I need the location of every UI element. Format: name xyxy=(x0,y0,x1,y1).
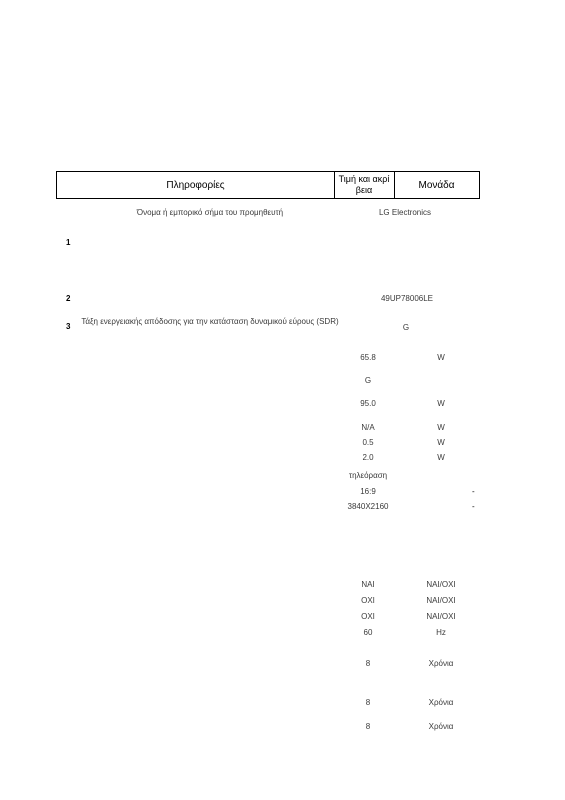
years-1-value: 8 xyxy=(365,659,371,668)
standby-value: 0.5 xyxy=(362,438,374,447)
power-sdr-unit: W xyxy=(437,353,445,362)
supplier-value: LG Electronics xyxy=(378,208,432,217)
row-number-3: 3 xyxy=(66,322,71,331)
header-value: Τιμή και ακρί βεια xyxy=(334,172,395,198)
years-3-value: 8 xyxy=(365,722,371,731)
years-3-unit: Χρόνια xyxy=(428,722,454,731)
resolution-dash: - xyxy=(472,502,475,511)
supplier-label: Όνομα ή εμπορικό σήμα του προμηθευτή xyxy=(136,208,284,217)
off-mode-value: N/A xyxy=(361,423,375,432)
years-2-unit: Χρόνια xyxy=(428,698,454,707)
off-mode-unit: W xyxy=(437,423,445,432)
resolution-value: 3840X2160 xyxy=(347,502,389,511)
feature-2-value: ΟΧΙ xyxy=(361,596,375,605)
energy-class-value: G xyxy=(402,323,410,332)
table-header xyxy=(56,171,480,199)
years-1-unit: Χρόνια xyxy=(428,659,454,668)
feature-1-value: ΝΑΙ xyxy=(361,580,375,589)
feature-2-unit: ΝΑΙ/ΟΧΙ xyxy=(426,596,456,605)
standby-unit: W xyxy=(437,438,445,447)
refresh-rate-value: 60 xyxy=(363,628,373,637)
power-hdr-value: 95.0 xyxy=(360,399,376,408)
feature-1-unit: ΝΑΙ/ΟΧΙ xyxy=(426,580,456,589)
network-standby-value: 2.0 xyxy=(362,453,374,462)
power-sdr-value: 65.8 xyxy=(360,353,376,362)
energy-class-label: Τάξη ενεργειακής απόδοσης για την κατάσταση δυναμικού εύρους (SDR) xyxy=(81,317,339,326)
refresh-rate-unit: Hz xyxy=(436,628,446,637)
network-standby-unit: W xyxy=(437,453,445,462)
years-2-value: 8 xyxy=(365,698,371,707)
feature-3-unit: ΝΑΙ/ΟΧΙ xyxy=(426,612,456,621)
energy-class-hdr-value: G xyxy=(364,376,372,385)
feature-3-value: ΟΧΙ xyxy=(361,612,375,621)
power-hdr-unit: W xyxy=(437,399,445,408)
aspect-ratio-value: 16:9 xyxy=(360,487,376,496)
header-info: Πληροφορίες xyxy=(57,172,335,198)
header-unit: Μονάδα xyxy=(418,179,455,191)
display-type-value: τηλεόραση xyxy=(348,471,388,480)
aspect-ratio-dash: - xyxy=(472,487,475,496)
row-number-2: 2 xyxy=(66,294,71,303)
model-value: 49UP78006LE xyxy=(380,294,434,303)
row-number-1: 1 xyxy=(66,238,71,247)
